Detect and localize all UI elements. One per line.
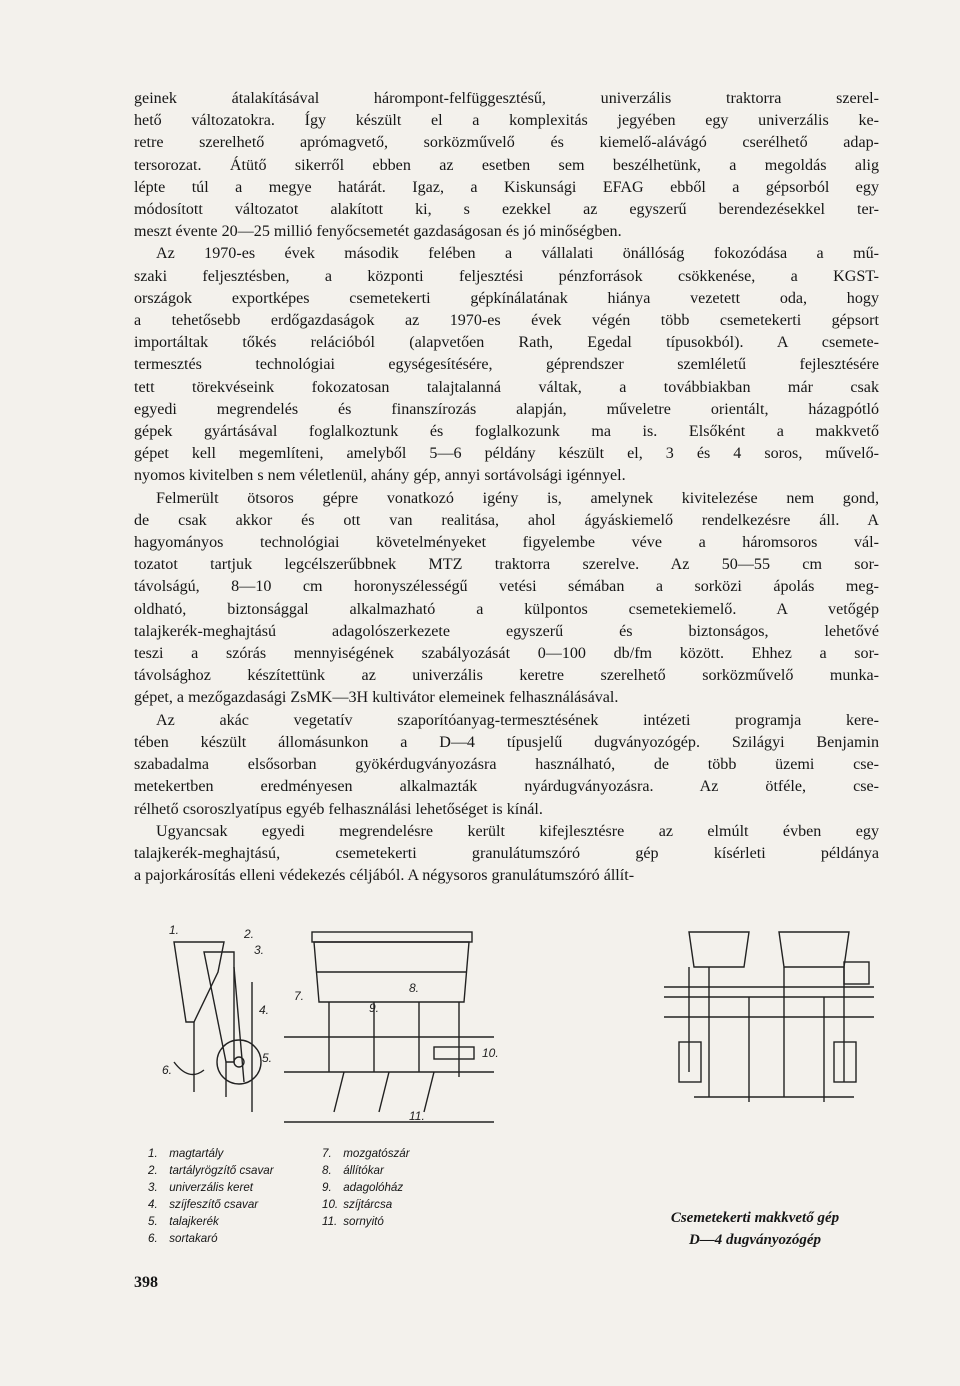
legend-item	[148, 1213, 274, 1230]
legend-text: talajkerék	[166, 1215, 219, 1228]
text-line: rélhető csoroszlyatípus egyéb felhasználási lehetőséget is kínál.	[134, 800, 543, 818]
text-line: nyomos kivitelben s nem véletlenül, ahány gép, annyi sortávolsági igénnyel.	[134, 467, 626, 485]
text-line: szabadalma elsősorban gyökérdugványozásra használható, de több üzemi cse-	[134, 756, 879, 774]
legend-text: magtartály	[166, 1147, 224, 1160]
legend-number: 1.	[148, 1147, 158, 1160]
legend-text: mozgatószár	[340, 1147, 410, 1160]
legend-number: 7.	[322, 1147, 332, 1160]
legend-text: sortakaró	[166, 1232, 218, 1245]
text-line: geinek átalakításával hárompont-felfüggesztésű, univerzális traktorra szerel-	[134, 90, 879, 107]
text-line: távolsághoz készítettünk az univerzális keretre szerelhető sorközművelő munka-	[134, 667, 879, 685]
text-line: tersorozat. Átütő sikerről ebben az esetben sem beszélhetünk, a megoldás alig	[134, 156, 879, 174]
text-line: Ugyancsak egyedi megrendelésre került kifejlesztésre az elmúlt évben egy	[156, 822, 879, 840]
text-line: oldható, biztonsággal alkalmazható a külpontos csemetekiemelő. A vetőgép	[134, 600, 879, 618]
text-line: gépek gyártásával foglalkoztunk és foglalkozunk ma is. Elsőként a makkvető	[134, 423, 879, 441]
text-line: egyedi megrendelés és finanszírozás alapján, műveletre orientált, házagpótló	[134, 400, 879, 418]
figure-label: 6.	[162, 1063, 173, 1077]
text-line: a tehetősebb erdőgazdaságok az 1970-es évek végén több csemetekerti gépsort	[134, 312, 879, 330]
legend-number: 3.	[148, 1181, 158, 1194]
legend-left	[148, 1145, 274, 1247]
caption-makkveto: Csemetekerti makkvető gép	[670, 1210, 840, 1226]
legend-text: szíjtárcsa	[340, 1198, 393, 1211]
legend-text: adagolóház	[340, 1181, 404, 1194]
legend-number: 10.	[322, 1198, 339, 1211]
text-line: talajkerék-meghajtású, csemetekerti granulátumszóró gép kísérleti példánya	[134, 844, 879, 862]
caption-dugvanyozo: D—4 dugványozógép	[688, 1232, 822, 1248]
figure-label: 5.	[262, 1051, 273, 1065]
legend-item	[322, 1213, 410, 1230]
text-line: országok exportképes csemetekerti gépkínálatának hiánya vezetett oda, hogy	[134, 289, 879, 307]
legend-item	[322, 1179, 410, 1196]
legend-item	[322, 1196, 410, 1213]
text-line: távolságú, 8—10 cm horonyszélességű vetési sémában a sorközi ápolás meg-	[134, 578, 879, 596]
figure-captions	[620, 1207, 890, 1251]
figure-label: 3.	[254, 943, 265, 957]
legend-item	[148, 1162, 274, 1179]
text-line: tett törekvéseink fokozatosan talajtalanná váltak, a továbbiakban már csak	[134, 378, 879, 396]
legend-number: 4.	[148, 1198, 158, 1211]
text-line: metekertben eredményesen alkalmazták nyárdugványozásra. Az ötféle, cse-	[134, 778, 879, 796]
text-line: Az 1970-es évek második felében a vállalati önállóság fokozódása a mű-	[156, 245, 879, 263]
legend-number: 9.	[322, 1181, 332, 1194]
text-line: talajkerék-meghajtású adagolószerkezete egyszerű és biztonságos, lehetővé	[134, 622, 879, 640]
legend-item	[148, 1179, 274, 1196]
legend-number: 8.	[322, 1164, 332, 1177]
text-line: Az akác vegetatív szaporítóanyag-termesztésének intézeti programja kere-	[156, 711, 879, 729]
text-line: hető változatokra. Így készült el a komplexitás jegyében egy univerzális ke-	[134, 112, 879, 130]
text-line: módosított változatot alakított ki, s ezekkel az egyszerű berendezésekkel ter-	[134, 201, 879, 219]
legend-number: 6.	[148, 1232, 158, 1245]
figure-label: 11.	[409, 1109, 425, 1123]
legend-item	[148, 1145, 274, 1162]
text-line: Felmerült ötsoros gépre vonatkozó igény is, amelynek kivitelezése nem gond,	[156, 489, 879, 507]
text-line: tében készült állomásunkon a D—4 típusjelű dugványozógép. Szilágyi Benjamin	[134, 733, 879, 751]
text-line: lépte túl a megye határát. Igaz, a Kiskunsági EFAG ebből a gépsorból egy	[134, 178, 879, 196]
legend-number: 5.	[148, 1215, 158, 1228]
legend-item	[148, 1230, 274, 1247]
figure-label: 9.	[369, 1001, 380, 1015]
text-line: gépet, a mezőgazdasági ZsMK—3H kultivátor elemeinek felhasználásával.	[134, 689, 619, 707]
legend-item	[322, 1162, 410, 1179]
text-line: retre szerelhető aprómagvető, sorközművelő és kiemelő-alávágó cserélhető adap-	[134, 134, 879, 152]
figure-label: 8.	[409, 981, 420, 995]
legend-number: 11.	[322, 1215, 338, 1228]
body-text	[134, 88, 879, 887]
text-line: szaki feljesztésben, a központi feljesztési pénzforrások csökkenése, a KGST-	[134, 267, 879, 285]
text-line: gépet kell megemlíteni, amelyből 5—6 példány készült el, 3 és 4 soros, művelő-	[134, 445, 879, 463]
text-line: termesztés technológiai egységesítésére, géprendszer szemléletű fejlesztésére	[134, 356, 879, 374]
text-line: tozatot tartjuk legcélszerűbbnek MTZ traktorra szerelve. Az 50—55 cm sor-	[134, 556, 879, 574]
text-line: teszi a szórás mennyiségének szabályozását 0—100 db/fm között. Ehhez a sor-	[134, 645, 879, 663]
legend-right	[322, 1145, 410, 1230]
text-line: importáltak tőkés relációból (alapvetően Rath, Egedal típusokból). A csemete-	[134, 334, 879, 352]
legend-text: sornyitó	[340, 1215, 384, 1228]
legend-text: állítókar	[340, 1164, 384, 1177]
legend-item	[148, 1196, 274, 1213]
figure-label: 10.	[482, 1046, 499, 1060]
text-line: de csak akkor és ott van realitása, ahol ágyáskiemelő rendelkezésre áll. A	[134, 511, 879, 529]
legend-text: tartályrögzítő csavar	[166, 1164, 274, 1177]
legend-text: univerzális keret	[166, 1181, 253, 1194]
figure-label: 4.	[259, 1003, 270, 1017]
text-line: hagyományos technológiai követelményeket figyelembe véve a háromsoros vál-	[134, 534, 879, 552]
text-line: meszt évente 20—25 millió fenyőcsemetét gazdaságosan és jó minőségben.	[134, 223, 622, 241]
figure-label: 1.	[169, 923, 180, 937]
page-number: 398	[134, 1274, 158, 1291]
machine-drawings	[134, 912, 894, 1152]
figure-label: 2.	[244, 927, 255, 941]
legend-item	[322, 1145, 410, 1162]
legend-number: 2.	[148, 1164, 158, 1177]
figure-label: 7.	[294, 989, 305, 1003]
text-line: a pajorkárosítás elleni védekezés céljából. A négysoros granulátumszóró állít-	[134, 867, 635, 885]
legend-text: szíjfeszítő csavar	[166, 1198, 259, 1211]
